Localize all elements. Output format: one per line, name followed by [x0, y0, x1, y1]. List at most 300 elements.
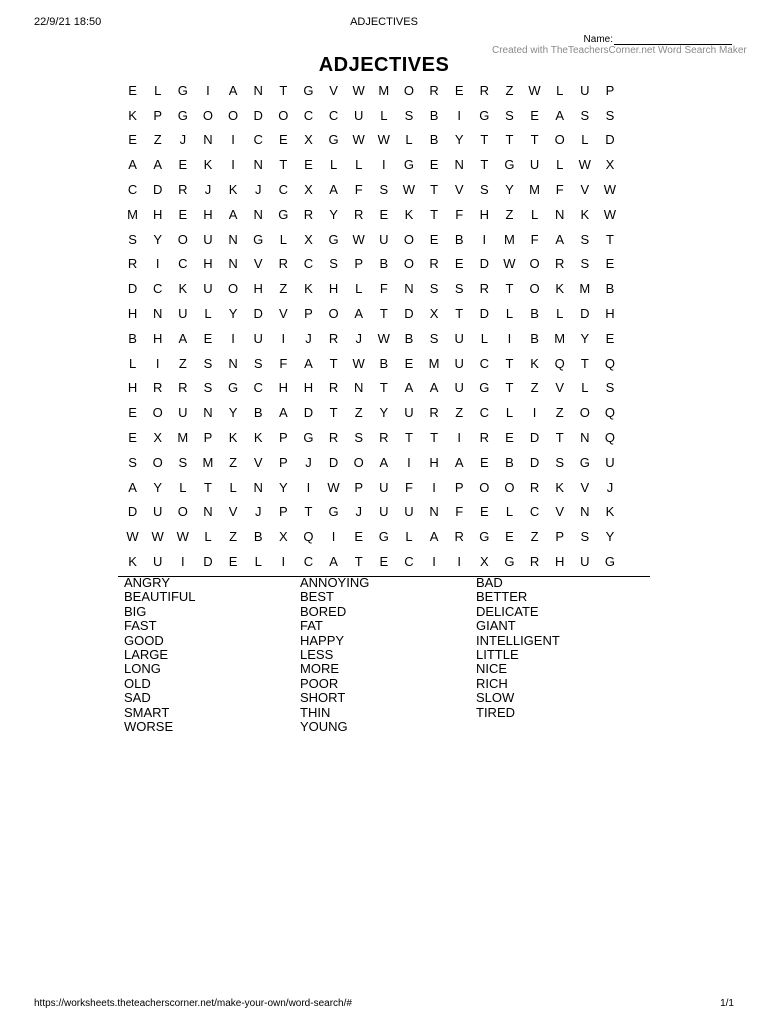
grid-cell: V — [580, 182, 590, 198]
grid-cell: C — [529, 504, 540, 520]
grid-cell: S — [505, 107, 514, 123]
grid-row — [120, 177, 648, 202]
grid-cell: S — [555, 454, 565, 470]
grid-cell: N — [152, 306, 163, 322]
grid-cell: D — [529, 454, 540, 470]
grid-cell: F — [555, 182, 564, 198]
grid-row — [120, 475, 648, 500]
grid-cell: C — [152, 281, 163, 297]
grid-cell: F — [530, 231, 539, 247]
name-label: Name: — [583, 34, 613, 45]
grid-cell: Y — [580, 330, 590, 346]
grid-cell: P — [304, 306, 313, 322]
word-list-item: DELICATE — [476, 603, 539, 619]
grid-cell: X — [605, 157, 615, 173]
grid-cell: E — [429, 157, 439, 173]
grid-cell: O — [403, 231, 414, 247]
grid-cell: O — [328, 306, 339, 322]
grid-cell: R — [429, 82, 439, 98]
grid-cell: F — [279, 355, 288, 371]
print-timestamp: 22/9/21 18:50 — [34, 16, 102, 28]
grid-cell: Z — [153, 132, 162, 148]
grid-cell: P — [555, 529, 565, 545]
grid-cell: R — [353, 206, 364, 222]
grid-cell: L — [505, 405, 514, 421]
grid-cell: Z — [505, 82, 514, 98]
grid-cell: S — [178, 454, 188, 470]
grid-cell: Y — [278, 479, 288, 495]
grid-cell: S — [580, 107, 590, 123]
grid-cell: L — [154, 82, 162, 98]
grid-cell: N — [203, 132, 213, 148]
grid-cell: W — [352, 231, 365, 247]
grid-cell: V — [253, 454, 263, 470]
grid-cell: E — [404, 355, 414, 371]
grid-cell: U — [178, 405, 188, 421]
grid-cell: H — [605, 306, 615, 322]
word-list-item: BEST — [300, 589, 334, 605]
word-list-item: MORE — [300, 661, 339, 677]
grid-cell: J — [355, 330, 362, 346]
grid-cell: T — [329, 355, 338, 371]
grid-cell: V — [454, 182, 464, 198]
grid-cell: E — [203, 330, 213, 346]
grid-cell: E — [429, 231, 439, 247]
grid-row — [120, 450, 648, 475]
word-list-item: GOOD — [124, 632, 164, 648]
grid-cell: G — [504, 157, 515, 173]
word-list-item: BORED — [300, 603, 347, 619]
grid-cell: O — [403, 82, 414, 98]
grid-cell: M — [428, 355, 440, 371]
print-page-title: ADJECTIVES — [350, 16, 418, 28]
grid-cell: I — [457, 430, 461, 446]
grid-cell: E — [128, 430, 137, 446]
grid-cell: E — [354, 529, 364, 545]
grid-cell: W — [528, 82, 541, 98]
grid-cell: Y — [379, 405, 389, 421]
grid-cell: A — [429, 529, 439, 545]
print-footer — [34, 998, 734, 1010]
grid-cell: C — [303, 256, 314, 272]
grid-cell: L — [254, 554, 262, 570]
grid-cell: U — [454, 355, 464, 371]
grid-cell: T — [354, 554, 363, 570]
word-search-grid — [120, 78, 648, 574]
grid-cell: U — [152, 504, 163, 520]
grid-cell: L — [581, 132, 589, 148]
grid-cell: K — [228, 430, 238, 446]
grid-cell: R — [479, 82, 489, 98]
grid-cell: C — [404, 554, 414, 570]
grid-cell: X — [278, 529, 288, 545]
grid-cell: V — [278, 306, 288, 322]
word-list-item: THIN — [300, 704, 331, 720]
grid-cell: K — [178, 281, 188, 297]
grid-cell: V — [555, 504, 565, 520]
grid-cell: B — [404, 330, 414, 346]
grid-cell: N — [253, 82, 263, 98]
grid-cell: R — [127, 256, 138, 272]
grid-cell: L — [179, 479, 187, 495]
grid-cell: A — [128, 479, 137, 495]
grid-cell: O — [228, 281, 239, 297]
grid-cell: Y — [454, 132, 464, 148]
grid-cell: Z — [455, 405, 464, 421]
grid-cell: I — [432, 554, 436, 570]
grid-cell: X — [304, 231, 313, 247]
grid-cell: H — [479, 206, 489, 222]
grid-cell: P — [454, 479, 464, 495]
grid-cell: K — [128, 554, 137, 570]
grid-cell: S — [605, 380, 615, 396]
grid-cell: O — [152, 454, 163, 470]
grid-cell: E — [479, 454, 489, 470]
grid-cell: L — [329, 157, 338, 173]
grid-cell: I — [281, 554, 286, 570]
word-list-item: FAST — [124, 618, 157, 634]
word-list-item: ANNOYING — [300, 575, 370, 590]
grid-cell: W — [603, 206, 617, 222]
grid-cell: D — [127, 504, 138, 520]
grid-cell: D — [253, 306, 263, 322]
grid-cell: S — [253, 355, 263, 371]
grid-cell: T — [430, 182, 439, 198]
grid-cell: G — [479, 107, 490, 123]
grid-cell: A — [178, 330, 188, 346]
grid-cell: A — [429, 380, 439, 396]
grid-cell: N — [580, 504, 590, 520]
grid-cell: I — [432, 479, 436, 495]
grid-cell: C — [278, 182, 288, 198]
word-list-item: RICH — [476, 675, 508, 691]
grid-cell: L — [505, 306, 514, 322]
grid-cell: Q — [604, 405, 615, 421]
grid-cell: Q — [303, 529, 314, 545]
grid-cell: L — [380, 107, 388, 123]
grid-cell: O — [529, 256, 540, 272]
grid-cell: W — [377, 330, 390, 346]
grid-cell: I — [457, 107, 461, 123]
grid-cell: S — [429, 281, 439, 297]
grid-cell: T — [480, 132, 489, 148]
word-list-item: LESS — [300, 647, 334, 663]
grid-cell: R — [429, 256, 439, 272]
grid-row — [120, 326, 648, 351]
grid-cell: G — [328, 132, 339, 148]
grid-row — [120, 103, 648, 128]
grid-cell: L — [405, 529, 413, 545]
grid-cell: K — [128, 107, 137, 123]
grid-cell: C — [303, 107, 314, 123]
grid-cell: P — [605, 82, 615, 98]
grid-row — [120, 549, 648, 574]
word-list-item: SMART — [124, 704, 170, 720]
grid-cell: E — [379, 206, 389, 222]
grid-cell: E — [479, 504, 489, 520]
grid-cell: L — [581, 380, 589, 396]
word-list-item: FAT — [300, 618, 323, 634]
grid-cell: T — [505, 132, 514, 148]
grid-cell: D — [529, 430, 540, 446]
grid-cell: I — [482, 231, 487, 247]
grid-cell: L — [556, 157, 564, 173]
grid-cell: V — [228, 504, 238, 520]
grid-cell: G — [177, 82, 188, 98]
grid-cell: W — [377, 132, 390, 148]
grid-cell: Q — [604, 355, 615, 371]
grid-cell: F — [404, 479, 413, 495]
grid-cell: C — [127, 182, 138, 198]
grid-cell: X — [304, 182, 313, 198]
name-field — [584, 34, 732, 45]
grid-cell: B — [530, 306, 539, 322]
grid-cell: S — [429, 330, 439, 346]
grid-cell: N — [554, 206, 565, 222]
grid-cell: N — [404, 281, 414, 297]
grid-cell: S — [605, 107, 615, 123]
grid-cell: R — [328, 430, 339, 446]
grid-cell: N — [228, 355, 238, 371]
grid-cell: I — [206, 82, 210, 98]
grid-cell: U — [580, 554, 590, 570]
print-url: https://worksheets.theteacherscorner.net/make-your-own/word-search/# — [34, 998, 352, 1009]
grid-cell: H — [127, 380, 138, 396]
grid-cell: M — [504, 231, 515, 247]
grid-cell: Y — [153, 231, 163, 247]
grid-cell: T — [279, 82, 288, 98]
grid-cell: D — [479, 256, 489, 272]
grid-cell: N — [429, 504, 439, 520]
grid-cell: T — [480, 157, 489, 173]
grid-cell: H — [303, 380, 314, 396]
grid-cell: L — [279, 231, 287, 247]
grid-cell: A — [379, 454, 389, 470]
grid-cell: A — [404, 380, 414, 396]
grid-cell: I — [407, 454, 411, 470]
grid-cell: I — [507, 330, 512, 346]
grid-row — [120, 152, 648, 177]
grid-cell: G — [479, 380, 490, 396]
grid-cell: S — [580, 256, 590, 272]
grid-cell: I — [155, 355, 160, 371]
word-list — [124, 576, 664, 734]
grid-cell: T — [530, 132, 539, 148]
grid-cell: R — [278, 256, 288, 272]
grid-cell: S — [203, 355, 213, 371]
grid-cell: L — [480, 330, 488, 346]
grid-cell: O — [353, 454, 364, 470]
word-list-item: LITTLE — [476, 647, 519, 663]
grid-cell: I — [231, 157, 235, 173]
grid-cell: P — [203, 430, 213, 446]
grid-cell: A — [329, 182, 338, 198]
grid-cell: H — [203, 256, 213, 272]
grid-cell: A — [228, 206, 238, 222]
grid-cell: Y — [505, 182, 514, 198]
grid-cell: J — [254, 504, 262, 520]
grid-cell: O — [529, 281, 540, 297]
grid-row — [120, 276, 648, 301]
grid-cell: S — [404, 107, 414, 123]
grid-cell: B — [253, 529, 263, 545]
grid-cell: I — [532, 405, 537, 421]
grid-cell: Z — [530, 380, 539, 396]
grid-cell: L — [128, 355, 137, 371]
word-list-item: BEAUTIFUL — [124, 589, 196, 605]
grid-cell: C — [253, 132, 263, 148]
grid-cell: B — [128, 330, 137, 346]
grid-cell: R — [479, 281, 489, 297]
grid-cell: A — [354, 306, 364, 322]
grid-cell: O — [479, 479, 490, 495]
grid-cell: U — [529, 157, 540, 173]
grid-cell: W — [578, 157, 591, 173]
grid-cell: O — [579, 405, 590, 421]
word-list-item: INTELLIGENT — [476, 632, 560, 648]
grid-cell: E — [530, 107, 539, 123]
grid-row — [120, 301, 648, 326]
word-list-item: LONG — [124, 661, 161, 677]
grid-row — [120, 202, 648, 227]
grid-cell: A — [454, 454, 464, 470]
grid-cell: G — [328, 231, 339, 247]
grid-cell: X — [304, 132, 313, 148]
grid-cell: D — [253, 107, 263, 123]
grid-cell: X — [479, 554, 489, 570]
grid-cell: N — [228, 256, 238, 272]
grid-row — [120, 78, 648, 103]
grid-cell: I — [382, 157, 386, 173]
grid-cell: K — [203, 157, 213, 173]
grid-cell: P — [354, 256, 364, 272]
grid-cell: L — [405, 132, 413, 148]
grid-cell: J — [179, 132, 187, 148]
grid-cell: O — [228, 107, 239, 123]
grid-cell: R — [328, 330, 339, 346]
word-list-item: POOR — [300, 675, 339, 691]
grid-cell: H — [127, 306, 138, 322]
grid-cell: U — [454, 330, 464, 346]
grid-cell: K — [530, 355, 539, 371]
grid-cell: W — [352, 355, 365, 371]
grid-cell: A — [304, 355, 313, 371]
grid-cell: G — [228, 380, 239, 396]
grid-cell: R — [152, 380, 163, 396]
grid-cell: U — [203, 231, 213, 247]
grid-cell: T — [329, 405, 338, 421]
grid-row — [120, 524, 648, 549]
grid-cell: K — [555, 479, 565, 495]
grid-cell: Q — [554, 355, 565, 371]
grid-cell: S — [128, 454, 137, 470]
grid-cell: M — [579, 281, 591, 297]
grid-cell: V — [329, 82, 338, 98]
grid-cell: K — [404, 206, 414, 222]
grid-cell: L — [530, 206, 539, 222]
word-list-item: SAD — [124, 690, 151, 706]
grid-cell: G — [504, 554, 515, 570]
grid-cell: R — [328, 380, 339, 396]
grid-cell: H — [253, 281, 263, 297]
grid-cell: E — [505, 529, 514, 545]
grid-cell: G — [604, 554, 615, 570]
grid-cell: S — [203, 380, 213, 396]
grid-cell: H — [203, 206, 213, 222]
grid-cell: U — [605, 454, 615, 470]
grid-cell: W — [402, 182, 416, 198]
grid-cell: B — [505, 454, 514, 470]
grid-cell: N — [203, 405, 213, 421]
grid-row — [120, 376, 648, 401]
print-page-number: 1/1 — [720, 998, 734, 1009]
word-list-item: HAPPY — [300, 632, 345, 648]
credit-text: Created with TheTeachersCorner.net Word Search Maker — [492, 45, 747, 56]
grid-cell: Y — [153, 479, 163, 495]
grid-cell: T — [605, 231, 614, 247]
grid-cell: B — [605, 281, 615, 297]
grid-cell: U — [353, 107, 364, 123]
grid-cell: A — [555, 231, 565, 247]
grid-cell: Z — [530, 529, 539, 545]
grid-cell: A — [555, 107, 565, 123]
grid-cell: G — [579, 454, 590, 470]
grid-cell: K — [580, 206, 590, 222]
grid-cell: N — [228, 231, 238, 247]
grid-cell: E — [605, 256, 615, 272]
grid-cell: S — [354, 430, 364, 446]
grid-cell: X — [153, 430, 163, 446]
grid-cell: B — [454, 231, 464, 247]
grid-cell: D — [203, 554, 213, 570]
grid-cell: C — [479, 405, 489, 421]
grid-cell: M — [127, 206, 138, 222]
grid-cell: Z — [505, 206, 514, 222]
grid-cell: W — [603, 182, 617, 198]
grid-cell: E — [304, 157, 313, 173]
grid-cell: R — [554, 256, 565, 272]
grid-cell: S — [128, 231, 137, 247]
grid-cell: A — [228, 82, 238, 98]
grid-cell: T — [430, 206, 439, 222]
grid-cell: G — [479, 529, 490, 545]
grid-cell: J — [355, 504, 362, 520]
grid-cell: E — [605, 330, 615, 346]
grid-cell: P — [153, 107, 163, 123]
grid-cell: D — [152, 182, 163, 198]
grid-cell: G — [303, 430, 314, 446]
grid-cell: R — [429, 405, 439, 421]
grid-cell: W — [352, 82, 365, 98]
grid-cell: E — [128, 405, 137, 421]
grid-cell: B — [429, 107, 439, 123]
grid-cell: K — [253, 430, 263, 446]
grid-cell: W — [151, 529, 164, 545]
grid-cell: F — [379, 281, 388, 297]
grid-cell: L — [505, 504, 514, 520]
grid-cell: F — [354, 182, 363, 198]
grid-cell: O — [504, 479, 515, 495]
grid-cell: E — [454, 256, 464, 272]
grid-cell: S — [379, 182, 389, 198]
grid-cell: I — [457, 554, 461, 570]
grid-cell: H — [152, 206, 163, 222]
grid-cell: U — [379, 504, 389, 520]
grid-cell: T — [505, 281, 514, 297]
grid-cell: N — [253, 206, 263, 222]
grid-cell: J — [254, 182, 262, 198]
grid-cell: A — [278, 405, 288, 421]
